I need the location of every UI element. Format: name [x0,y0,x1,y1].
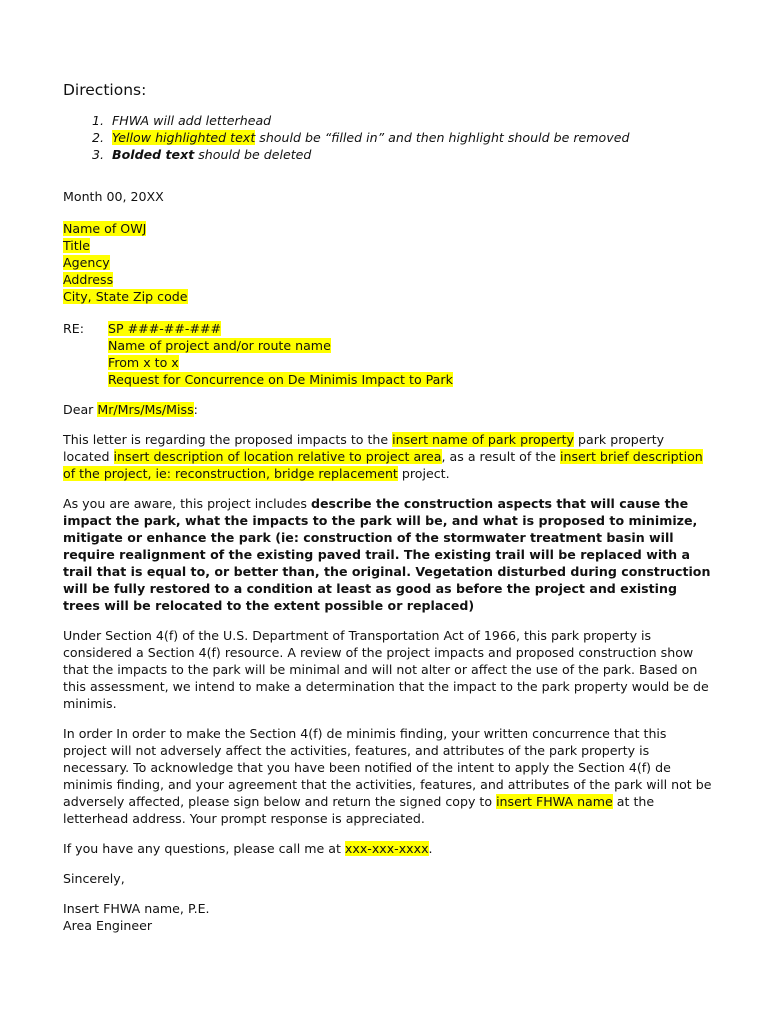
closing: Sincerely, [63,871,125,886]
address-line: Agency [63,255,110,270]
re-line: Name of project and/or route name [108,338,331,353]
address-line: Address [63,272,114,287]
paragraph-4: In order In order to make the Section 4(f) de minimis finding, your written concurrence that this project will not adversely affect the activities, features, and attributes of the park property is necessary. To acknowledge that you have been notified of the intent to apply the Section 4(f) de minimis finding, and your agreement that the activities, features, and attributes of the park will not be adversely affected, please sign below and return the signed copy to insert FHWA name at the letterhead address. Your prompt response is appreciated. [63,726,712,826]
signature-name: Insert FHWA name, P.E. [63,901,210,916]
directions-item-1: 1. FHWA will add letterhead [108,112,713,129]
signature-title: Area Engineer [63,918,153,933]
directions-list [63,112,713,163]
paragraph-3: Under Section 4(f) of the U.S. Department of Transportation Act of 1966, this park property is considered a Section 4(f) resource. A review of the project impacts and proposed construction show that the impacts to the park will be minimal and will not alter or affect the use of the park. Based on this assessment, we intend to make a determination that the impact to the park property would be de minimis. [63,628,709,711]
directions-title: Directions: [63,81,147,99]
address-line: City, State Zip code [63,289,188,304]
re-line: Request for Concurrence on De Minimis Impact to Park [108,372,453,387]
greeting: Dear Mr/Mrs/Ms/Miss: [63,402,198,417]
address-line: Name of OWJ [63,221,147,236]
paragraph-5: If you have any questions, please call me at xxx-xxx-xxxx. [63,841,433,856]
letter-date: Month 00, 20XX [63,189,164,204]
directions-item-3: 3. Bolded text should be deleted [108,146,713,163]
re-label: RE: [63,321,84,336]
re-line: SP ###-##-### [108,321,222,336]
re-line: From x to x [108,355,179,370]
re-block [63,320,713,388]
directions-item-2: 2. Yellow highlighted text should be “filled in” and then highlight should be removed [108,129,713,146]
address-line: Title [63,238,90,253]
paragraph-1: This letter is regarding the proposed impacts to the insert name of park property park property located insert description of location relative to project area, as a result of the insert brief description of the project, ie: reconstruction, bridge replacement project. [63,432,703,481]
bolded-text: Bolded text [112,147,195,162]
highlighted-text: Yellow highlighted text [112,130,256,145]
recipient-address [63,220,713,305]
re-lines [108,320,453,388]
letter-body [63,80,713,934]
signature-block [63,900,713,934]
paragraph-2: As you are aware, this project includes describe the construction aspects that will cause the impact the park, what the impacts to the park will be, and what is proposed to minimize, mitigate or enhance the park (ie: construction of the stormwater treatment basin will require realignment of the existing paved trail. The existing trail will be replaced with a trail that is equal to, or better than, the original. Vegetation disturbed during construction will be fully restored to a condition at least as good as before the project and existing trees will be relocated to the extent possible or replaced) [63,496,711,613]
